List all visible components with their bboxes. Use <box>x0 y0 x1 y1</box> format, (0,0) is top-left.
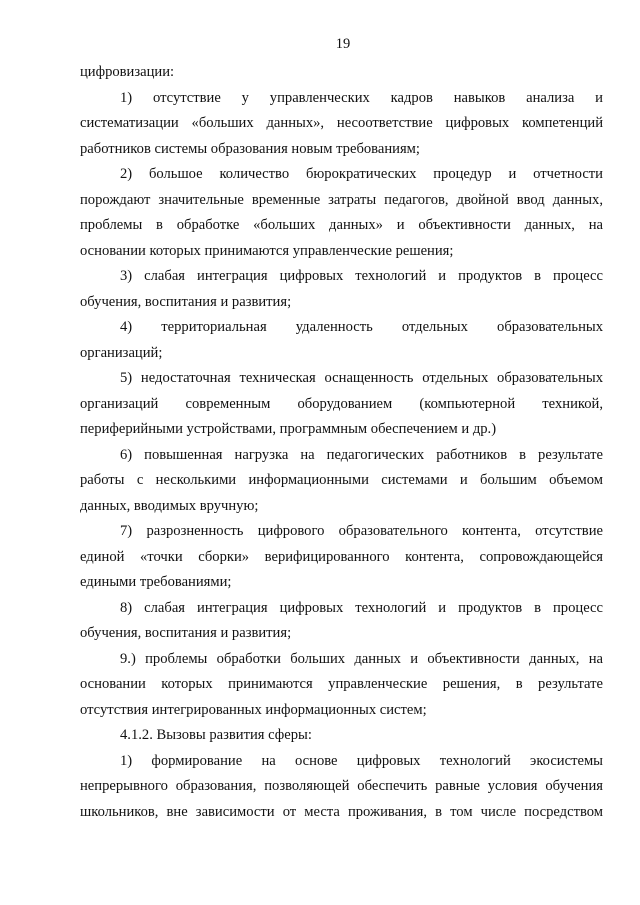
paragraph <box>80 749 603 826</box>
paragraph <box>80 315 603 366</box>
paragraph <box>80 366 603 443</box>
paragraph <box>80 443 603 520</box>
text-line: основании которых принимаются управленческие решения; <box>80 242 454 259</box>
text-line: цифровизации: <box>80 64 175 80</box>
text-line: обучения, воспитания и развития; <box>80 625 292 641</box>
text-line: едиными требованиями; <box>80 574 232 590</box>
text-line: порождают значительные временные затраты педагогов, двойной ввод данных, <box>80 191 603 208</box>
text-line: систематизации «больших данных», несоответствие цифровых компетенций <box>80 115 603 131</box>
page-number: 19 <box>335 36 351 52</box>
text-line: 3) слабая интеграция цифровых технологий и продуктов в процесс <box>120 268 603 284</box>
paragraph <box>80 264 603 315</box>
text-line: непрерывного образования, позволяющей обеспечить равные условия обучения <box>80 778 603 794</box>
paragraph <box>80 60 603 86</box>
paragraph <box>80 723 603 749</box>
text-line: отсутствия интегрированных информационных систем; <box>80 701 427 718</box>
text-line: 1) формирование на основе цифровых технологий экосистемы <box>120 752 603 769</box>
text-line: проблемы в обработке «больших данных» и объективности данных, на <box>80 217 603 233</box>
text-line: 5) недостаточная техническая оснащенность отдельных образовательных <box>120 370 603 386</box>
text-line: 8) слабая интеграция цифровых технологий и продуктов в процесс <box>120 599 603 616</box>
text-line: 9.) проблемы обработки больших данных и объективности данных, на <box>120 650 603 667</box>
text-line: обучения, воспитания и развития; <box>80 293 292 310</box>
text-line: 7) разрозненность цифрового образовательного контента, отсутствие <box>120 523 603 539</box>
text-line: работников системы образования новым требованиям; <box>80 140 420 157</box>
text-line: организаций современным оборудованием (компьютерной техникой, <box>80 395 603 412</box>
paragraph <box>80 86 603 163</box>
text-line: 4.1.2. Вызовы развития сферы: <box>120 727 312 743</box>
text-line: 4) территориальная удаленность отдельных образовательных <box>120 319 603 335</box>
text-line: организаций; <box>80 344 163 361</box>
text-line: основании которых принимаются управленческие решения, в результате <box>80 676 603 692</box>
text-line: 6) повышенная нагрузка на педагогических работников в результате <box>120 446 603 463</box>
document-body <box>80 60 603 825</box>
paragraph <box>80 162 603 264</box>
text-line: 1) отсутствие у управленческих кадров навыков анализа и <box>120 89 603 106</box>
text-line: 2) большое количество бюрократических процедур и отчетности <box>120 166 603 182</box>
paragraph <box>80 596 603 647</box>
text-line: единой «точки сборки» верифицированного контента, сопровождающейся <box>80 548 603 565</box>
text-line: данных, вводимых вручную; <box>80 497 259 514</box>
text-line: школьников, вне зависимости от места проживания, в том числе посредством <box>80 803 603 820</box>
paragraph <box>80 519 603 596</box>
text-line: работы с несколькими информационными системами и большим объемом <box>80 472 603 488</box>
paragraph <box>80 647 603 724</box>
text-line: периферийными устройствами, программным обеспечением и др.) <box>80 421 497 437</box>
